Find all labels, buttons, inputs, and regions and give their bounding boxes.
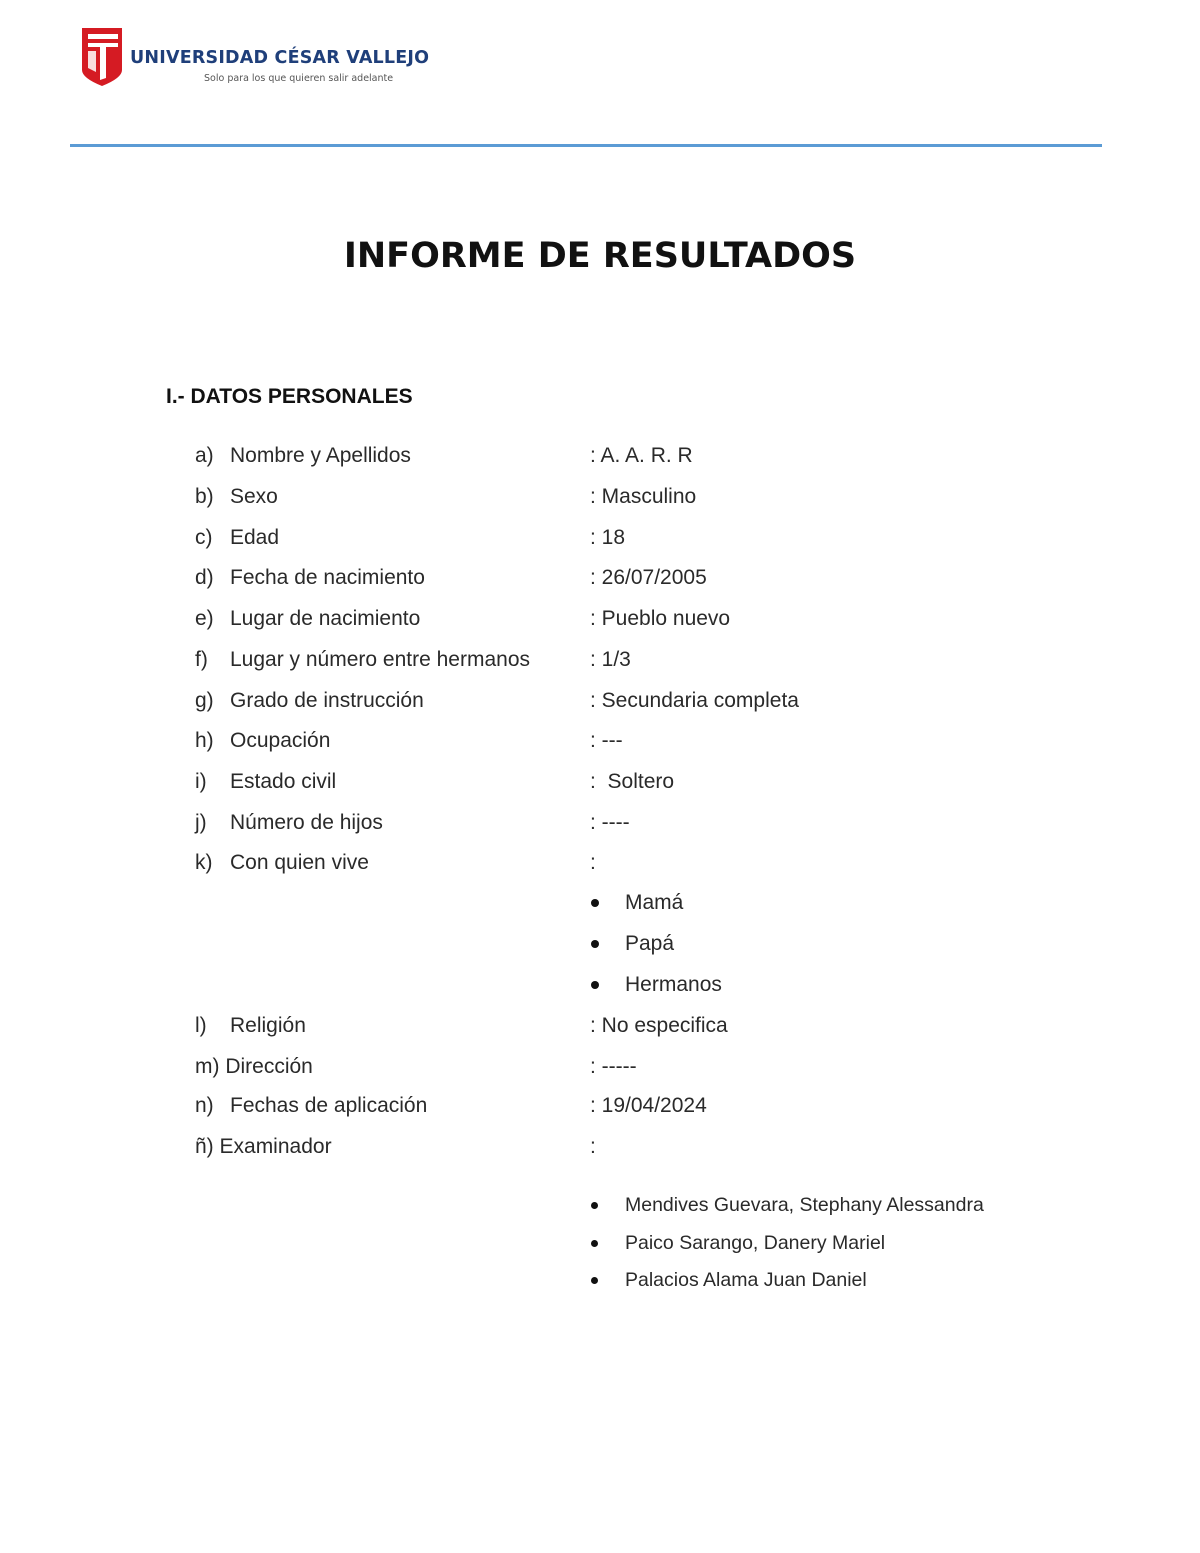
field-label: Nombre y Apellidos (230, 444, 411, 467)
field-label: Religión (230, 1014, 306, 1037)
section-heading: I.- DATOS PERSONALES (166, 385, 413, 408)
field-value: : A. A. R. R (590, 444, 693, 467)
field-label: ñ) Examinador (195, 1135, 332, 1158)
university-tagline: Solo para los que quieren salir adelante (204, 73, 394, 84)
field-label: Fechas de aplicación (230, 1094, 428, 1117)
lives-with-item: Papá (625, 932, 675, 955)
field-row-lugar-hermanos (0, 645, 1200, 675)
list-item (0, 929, 1200, 959)
field-letter: d) (195, 566, 214, 589)
field-row-estado-civil (0, 767, 1200, 797)
field-row-fechas-aplicacion (0, 1091, 1200, 1121)
field-row-con-quien-vive (0, 848, 1200, 878)
field-row-direccion (0, 1052, 1200, 1082)
field-letter: f) (195, 648, 208, 671)
field-row-examinador (0, 1132, 1200, 1162)
field-value: : (590, 1135, 596, 1158)
bullet-icon (591, 981, 599, 989)
field-letter: g) (195, 689, 214, 712)
field-letter: i) (195, 770, 207, 793)
field-letter: j) (195, 811, 207, 834)
field-value: : ---- (590, 811, 630, 834)
field-value: : Soltero (590, 770, 675, 793)
field-value: : 19/04/2024 (590, 1094, 707, 1117)
field-row-religion (0, 1011, 1200, 1041)
field-letter: a) (195, 444, 214, 467)
examiner-item: Mendives Guevara, Stephany Alessandra (625, 1194, 984, 1216)
field-row-nombre (0, 441, 1200, 471)
lives-with-item: Mamá (625, 891, 684, 914)
field-row-edad (0, 523, 1200, 553)
field-row-numero-hijos (0, 808, 1200, 838)
field-value: : 26/07/2005 (590, 566, 707, 589)
field-letter: l) (195, 1014, 207, 1037)
field-label: Número de hijos (230, 811, 383, 834)
examiner-item: Palacios Alama Juan Daniel (625, 1269, 867, 1291)
field-label: Lugar y número entre hermanos (230, 648, 530, 671)
list-item (0, 1228, 1200, 1258)
page-title: INFORME DE RESULTADOS (343, 236, 857, 276)
field-value: : ----- (590, 1055, 637, 1078)
examiner-item: Paico Sarango, Danery Mariel (625, 1232, 886, 1254)
field-value: : Secundaria completa (590, 689, 799, 712)
field-row-fecha-nacimiento (0, 563, 1200, 593)
field-letter: k) (195, 851, 213, 874)
field-letter: h) (195, 729, 214, 752)
bullet-icon (591, 1240, 598, 1247)
field-row-sexo (0, 482, 1200, 512)
field-value: : (590, 851, 596, 874)
field-letter: c) (195, 526, 213, 549)
list-item (0, 888, 1200, 918)
lives-with-item: Hermanos (625, 973, 722, 996)
field-value: : Masculino (590, 485, 697, 508)
field-label: Lugar de nacimiento (230, 607, 421, 630)
bullet-icon (591, 899, 599, 907)
field-label: Edad (230, 526, 280, 549)
bullet-icon (591, 1202, 598, 1209)
field-label: Con quien vive (230, 851, 369, 874)
field-label: m) Dirección (195, 1055, 313, 1078)
list-item (0, 970, 1200, 1000)
bullet-icon (591, 940, 599, 948)
field-value: : Pueblo nuevo (590, 607, 731, 630)
field-label: Estado civil (230, 770, 337, 793)
field-letter: n) (195, 1094, 214, 1117)
field-row-ocupacion (0, 726, 1200, 756)
field-row-grado-instruccion (0, 686, 1200, 716)
list-item (0, 1265, 1200, 1295)
bullet-icon (591, 1277, 598, 1284)
field-value: : No especifica (590, 1014, 728, 1037)
field-value: : 18 (590, 526, 626, 549)
university-crest-icon (80, 26, 124, 88)
field-letter: b) (195, 485, 214, 508)
list-item (0, 1190, 1200, 1220)
field-label: Sexo (230, 485, 278, 508)
field-value: : 1/3 (590, 648, 631, 671)
university-name: UNIVERSIDAD CÉSAR VALLEJO (130, 48, 430, 68)
field-letter: e) (195, 607, 214, 630)
university-logo (80, 26, 430, 92)
field-row-lugar-nacimiento (0, 604, 1200, 634)
field-label: Grado de instrucción (230, 689, 424, 712)
field-value: : --- (590, 729, 623, 752)
field-label: Ocupación (230, 729, 331, 752)
field-label: Fecha de nacimiento (230, 566, 425, 589)
header-divider (70, 144, 1102, 147)
